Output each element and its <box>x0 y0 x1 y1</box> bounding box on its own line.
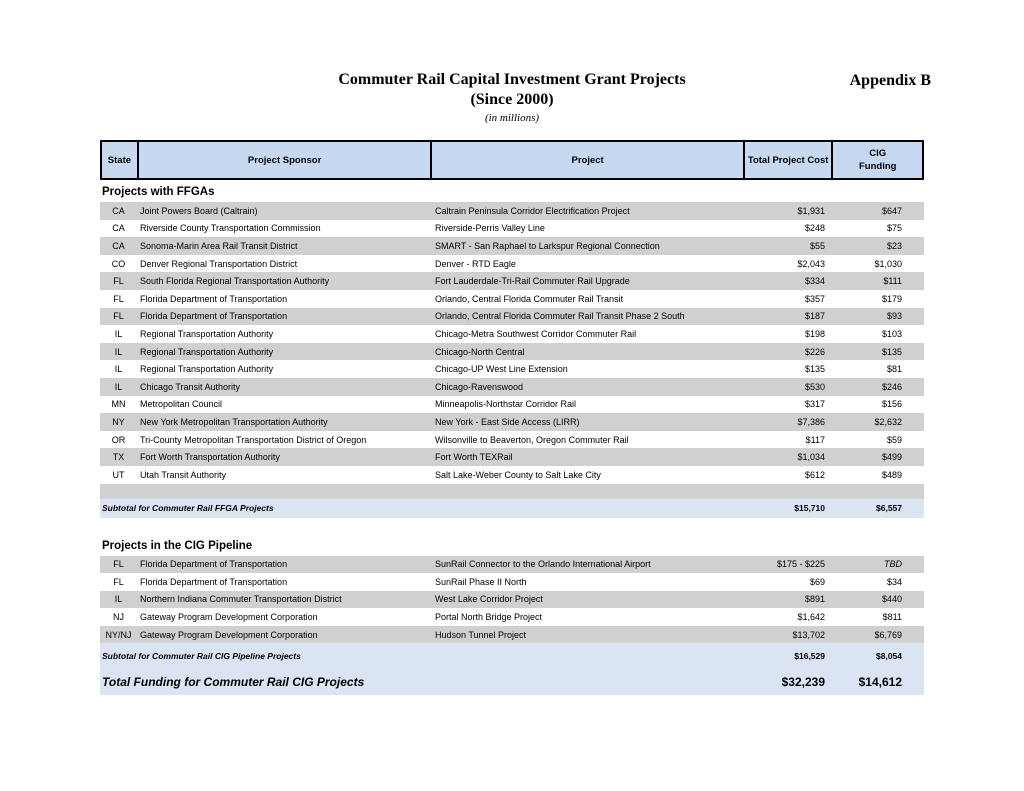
grant-projects-table <box>100 140 924 695</box>
cell-cig-funding: $489 <box>881 469 902 480</box>
table-row <box>100 591 924 609</box>
cell-total-cost: $2,043 <box>797 258 825 269</box>
cell-cig-funding: $440 <box>881 594 902 605</box>
table-row <box>100 448 924 466</box>
cell-state: IL <box>114 364 123 375</box>
cell-project: Portal North Bridge Project <box>435 612 543 623</box>
ffga-rows <box>100 202 924 484</box>
cell-state: IL <box>114 594 123 605</box>
cell-sponsor: Regional Transportation Authority <box>140 328 274 339</box>
header-state: State <box>102 142 139 178</box>
units-note: (in millions) <box>484 112 540 124</box>
cell-total-cost: $55 <box>809 240 825 251</box>
cell-state: OR <box>111 434 126 445</box>
section-heading-pipeline: Projects in the CIG Pipeline <box>102 539 253 552</box>
cell-sponsor: Northern Indiana Commuter Transportation District <box>140 594 342 605</box>
cell-sponsor: Denver Regional Transportation District <box>140 258 298 269</box>
cell-sponsor: Florida Department of Transportation <box>140 293 288 304</box>
cell-cig-funding: $246 <box>881 381 902 392</box>
cell-total-cost: $334 <box>804 276 825 287</box>
cell-cig-funding: $135 <box>881 346 902 357</box>
cell-cig-funding: TBD <box>884 559 902 570</box>
grand-total-cost: $32,239 <box>781 675 825 690</box>
cell-total-cost: $357 <box>804 293 825 304</box>
cell-total-cost: $1,931 <box>797 205 825 216</box>
cell-state: NY/NJ <box>105 629 132 640</box>
cell-state: IL <box>114 328 123 339</box>
cell-state: FL <box>113 293 124 304</box>
cell-state: TX <box>112 452 125 463</box>
cell-sponsor: Gateway Program Development Corporation <box>140 629 318 640</box>
cell-sponsor: Gateway Program Development Corporation <box>140 612 318 623</box>
appendix-label: Appendix B <box>849 72 931 89</box>
cell-cig-funding: $81 <box>886 364 902 375</box>
title-block <box>300 70 724 126</box>
cell-project: Denver - RTD Eagle <box>435 258 516 269</box>
cell-project: Chicago-Metra Southwest Corridor Commuter Rail <box>435 328 637 339</box>
spacer-row <box>100 484 924 499</box>
cell-state: CO <box>111 258 126 269</box>
cell-state: NY <box>112 416 125 427</box>
cell-project: Chicago-UP West Line Extension <box>435 364 568 375</box>
page-subtitle: (Since 2000) <box>470 91 554 108</box>
cell-sponsor: New York Metropolitan Transportation Authority <box>140 416 328 427</box>
cell-total-cost: $1,034 <box>797 452 825 463</box>
table-row <box>100 608 924 626</box>
cell-total-cost: $248 <box>804 223 825 234</box>
cell-state: FL <box>113 276 124 287</box>
cell-project: Orlando, Central Florida Commuter Rail Transit <box>435 293 624 304</box>
cell-cig-funding: $103 <box>881 328 902 339</box>
cell-total-cost: $891 <box>804 594 825 605</box>
cell-project: Orlando, Central Florida Commuter Rail Transit Phase 2 South <box>435 311 685 322</box>
cell-total-cost: $317 <box>804 399 825 410</box>
cell-sponsor: Utah Transit Authority <box>140 469 227 480</box>
cell-cig-funding: $93 <box>886 311 902 322</box>
cell-sponsor: Riverside County Transportation Commission <box>140 223 321 234</box>
cell-project: Salt Lake-Weber County to Salt Lake City <box>435 469 601 480</box>
cell-sponsor: Fort Worth Transportation Authority <box>140 452 280 463</box>
grand-total <box>100 669 924 695</box>
table-row <box>100 396 924 414</box>
cell-state: FL <box>113 559 124 570</box>
cell-sponsor: Joint Powers Board (Caltrain) <box>140 205 258 216</box>
subtotal-ffga-label: Subtotal for Commuter Rail FFGA Projects <box>102 503 274 513</box>
table-row <box>100 202 924 220</box>
cell-total-cost: $612 <box>804 469 825 480</box>
cell-cig-funding: $647 <box>881 205 902 216</box>
cell-state: CA <box>112 240 125 251</box>
subtotal-pipeline-label: Subtotal for Commuter Rail CIG Pipeline Projects <box>102 651 301 662</box>
grand-total-cig: $14,612 <box>858 675 902 690</box>
subtotal-ffga <box>100 499 924 518</box>
cell-cig-funding: $1,030 <box>874 258 902 269</box>
table-row <box>100 272 924 290</box>
cell-state: MN <box>111 399 126 410</box>
header-cig-funding <box>833 142 922 178</box>
cell-total-cost: $198 <box>804 328 825 339</box>
cell-total-cost: $187 <box>804 311 825 322</box>
cell-state: IL <box>114 346 123 357</box>
cell-project: Chicago-North Central <box>435 346 525 357</box>
cell-cig-funding: $811 <box>882 612 902 623</box>
cell-project: Riverside-Perris Valley Line <box>435 223 545 234</box>
cell-total-cost: $69 <box>809 576 825 587</box>
cell-cig-funding: $59 <box>886 434 902 445</box>
cell-cig-funding: $75 <box>886 223 902 234</box>
cell-cig-funding: $499 <box>881 452 902 463</box>
cell-total-cost: $226 <box>804 346 825 357</box>
cell-total-cost: $175 - $225 <box>776 559 825 570</box>
cell-sponsor: Chicago Transit Authority <box>140 381 241 392</box>
section-heading-ffga: Projects with FFGAs <box>102 186 215 198</box>
table-row <box>100 220 924 238</box>
grand-total-label: Total Funding for Commuter Rail CIG Projects <box>102 675 365 690</box>
cell-state: FL <box>113 576 124 587</box>
cell-state: FL <box>113 311 124 322</box>
subtotal-ffga-cig: $6,557 <box>876 503 902 513</box>
cell-sponsor: Metropolitan Council <box>140 399 223 410</box>
table-row <box>100 308 924 326</box>
header-cig-line2: Funding <box>858 161 897 172</box>
cell-sponsor: Sonoma-Marin Area Rail Transit District <box>140 240 298 251</box>
subtotal-pipeline <box>100 643 924 669</box>
table-row <box>100 343 924 361</box>
cell-total-cost: $7,386 <box>797 416 825 427</box>
cell-cig-funding: $111 <box>883 276 902 287</box>
cell-cig-funding: $23 <box>886 240 902 251</box>
cell-total-cost: $530 <box>804 381 825 392</box>
table-row <box>100 237 924 255</box>
subtotal-pipeline-total: $16,529 <box>794 651 825 662</box>
cell-project: SunRail Connector to the Orlando International Airport <box>435 559 651 570</box>
cell-project: Hudson Tunnel Project <box>435 629 527 640</box>
table-row <box>100 573 924 591</box>
cell-project: Minneapolis-Northstar Corridor Rail <box>435 399 577 410</box>
cell-cig-funding: $179 <box>881 293 902 304</box>
cell-total-cost: $117 <box>805 434 825 445</box>
table-row <box>100 360 924 378</box>
cell-total-cost: $1,642 <box>797 612 825 623</box>
cell-project: Fort Worth TEXRail <box>435 452 513 463</box>
table-row <box>100 255 924 273</box>
cell-sponsor: Florida Department of Transportation <box>140 311 288 322</box>
table-header <box>100 140 924 180</box>
cell-project: Fort Lauderdale-Tri-Rail Commuter Rail Upgrade <box>435 276 630 287</box>
cell-project: West Lake Corridor Project <box>435 594 543 605</box>
cell-cig-funding: $156 <box>881 399 902 410</box>
table-row <box>100 431 924 449</box>
cell-sponsor: Regional Transportation Authority <box>140 346 274 357</box>
subtotal-ffga-total: $15,710 <box>794 503 825 513</box>
table-row <box>100 325 924 343</box>
cell-cig-funding: $34 <box>886 576 902 587</box>
cell-state: CA <box>112 205 125 216</box>
subtotal-pipeline-cig: $8,054 <box>876 651 902 662</box>
cell-state: UT <box>112 469 125 480</box>
cell-state: CA <box>112 223 125 234</box>
cell-project: New York - East Side Access (LIRR) <box>435 416 580 427</box>
header-cig-line1: CIG <box>869 148 887 159</box>
table-row <box>100 378 924 396</box>
header-project: Project <box>432 142 744 178</box>
table-row <box>100 413 924 431</box>
page-title: Commuter Rail Capital Investment Grant Projects <box>338 71 686 88</box>
cell-total-cost: $135 <box>804 364 825 375</box>
cell-cig-funding: $2,632 <box>874 416 902 427</box>
cell-project: Chicago-Ravenswood <box>435 381 524 392</box>
cell-sponsor: Florida Department of Transportation <box>140 576 288 587</box>
header-total-cost: Total Project Cost <box>745 142 834 178</box>
cell-sponsor: Regional Transportation Authority <box>140 364 274 375</box>
header-sponsor: Project Sponsor <box>139 142 433 178</box>
cell-project: SunRail Phase II North <box>435 576 527 587</box>
table-row <box>100 290 924 308</box>
cell-project: SMART - San Raphael to Larkspur Regional Connection <box>435 240 660 251</box>
cell-project: Caltrain Peninsula Corridor Electrification Project <box>435 205 630 216</box>
table-row <box>100 556 924 574</box>
pipeline-rows <box>100 556 924 644</box>
cell-state: NJ <box>113 612 124 623</box>
cell-cig-funding: $6,769 <box>874 629 902 640</box>
cell-sponsor: Florida Department of Transportation <box>140 559 288 570</box>
cell-state: IL <box>114 381 123 392</box>
table-row <box>100 626 924 644</box>
cell-sponsor: South Florida Regional Transportation Authority <box>140 276 330 287</box>
cell-total-cost: $13,702 <box>792 629 825 640</box>
cell-project: Wilsonville to Beaverton, Oregon Commuter Rail <box>435 434 629 445</box>
table-row <box>100 466 924 484</box>
cell-sponsor: Tri-County Metropolitan Transportation District of Oregon <box>140 434 367 445</box>
